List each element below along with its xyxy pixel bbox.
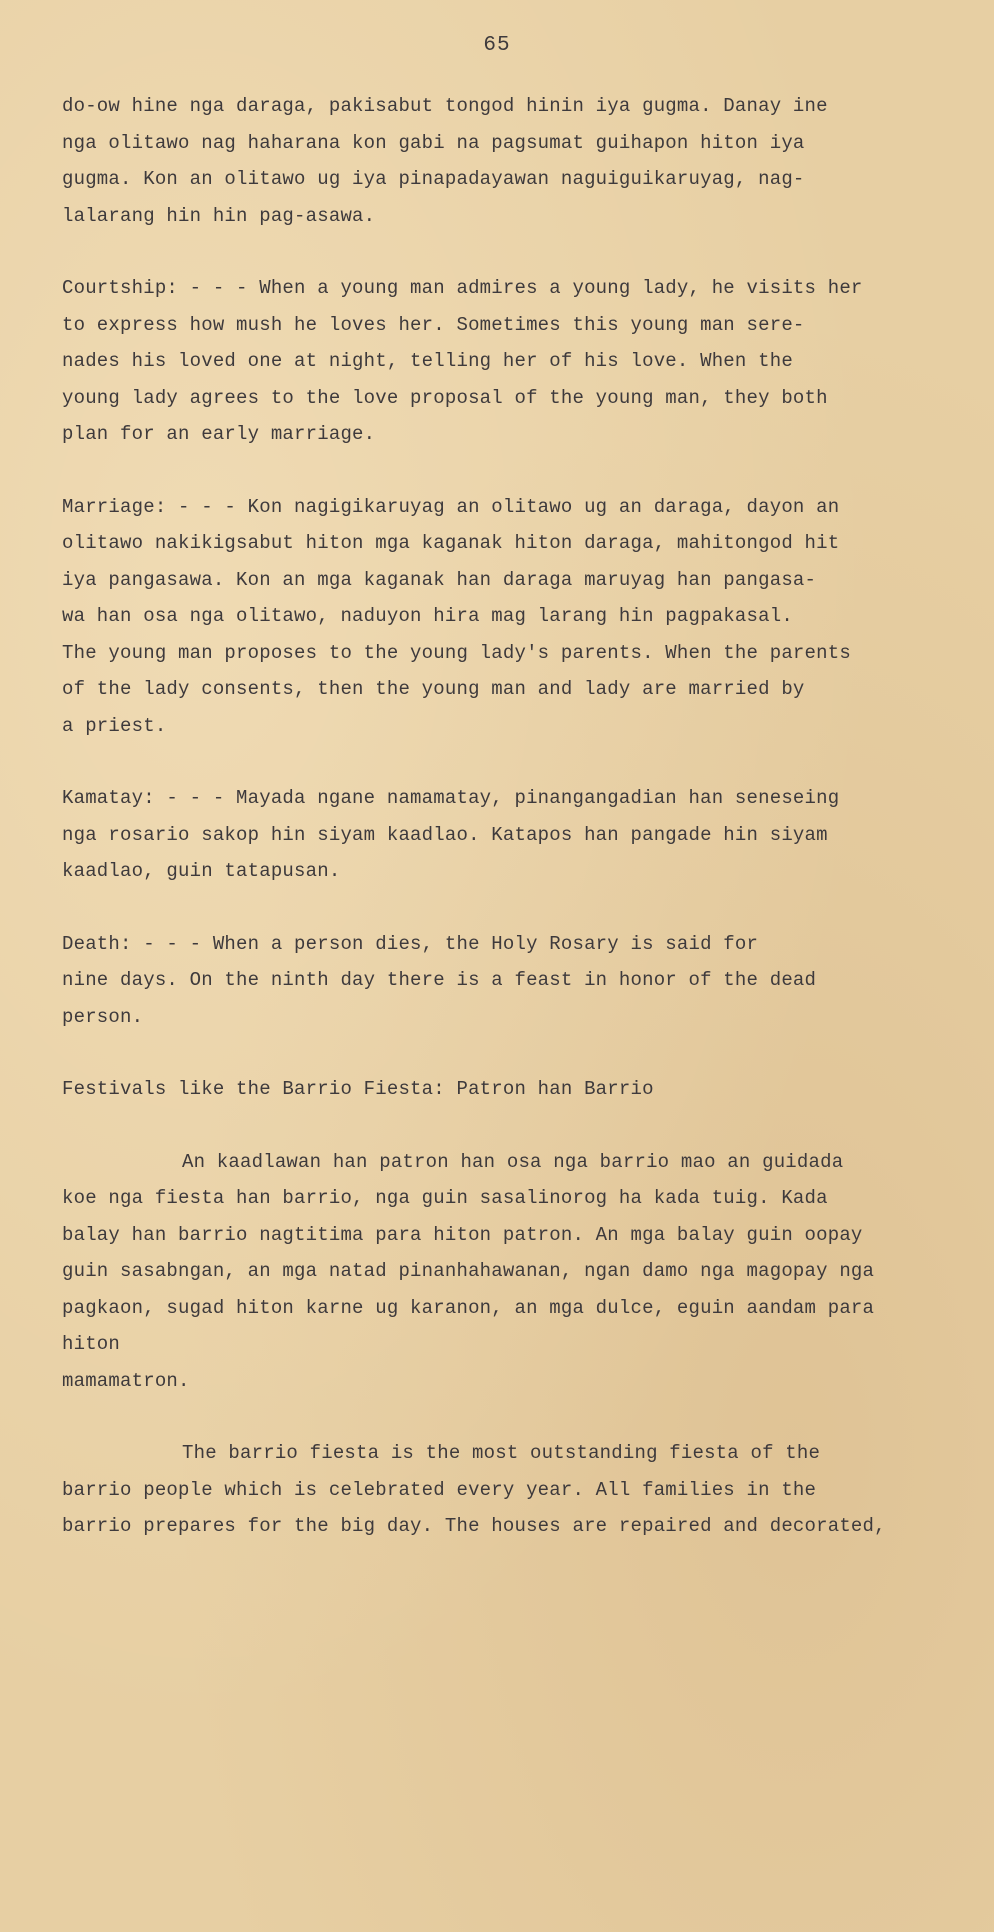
paragraph-gap bbox=[62, 1035, 942, 1071]
paragraph-gap bbox=[62, 744, 942, 780]
paragraph-marriage: Marriage: - - - Kon nagigikaruyag an olitawo ug an daraga, dayon an olitawo nakikigsabut hiton mga kaganak hiton daraga, mahitongod hit iya pangasawa. Kon an mga kaganak han daraga maruyag han pangasa- wa han osa nga olitawo, naduyon hira mag larang hin pagpakasal. The young man proposes to the young lady's parents. When the parents of the lady consents, then the young man and lady are married by a priest. bbox=[62, 495, 851, 737]
paragraph-gap bbox=[62, 1399, 942, 1435]
paragraph-gap bbox=[62, 890, 942, 926]
section-heading-festivals: Festivals like the Barrio Fiesta: Patron han Barrio bbox=[62, 1078, 654, 1100]
paragraph-kamatay: Kamatay: - - - Mayada ngane namamatay, pinangangadian han seneseing nga rosario sakop hin siyam kaadlao. Katapos han pangade hin siyam kaadlao, guin tatapusan. bbox=[62, 787, 840, 882]
paragraph-courtship-waray-continuation: do-ow hine nga daraga, pakisabut tongod hinin iya gugma. Danay ine nga olitawo nag haharana kon gabi na pagsumat guihapon hiton iya gugma. Kon an olitawo ug iya pinapadayawan naguiguikaruyag, nag- lalarang hin hin pag-asawa. bbox=[62, 95, 828, 227]
document-body bbox=[62, 88, 942, 1545]
paragraph-gap bbox=[62, 453, 942, 489]
paragraph-courtship-english: Courtship: - - - When a young man admires a young lady, he visits her to express how mush he loves her. Sometimes this young man sere- nades his loved one at night, telling her of his love. When the young lady agrees to the love proposal of the young man, they both plan for an early marriage. bbox=[62, 277, 863, 445]
paragraph-death: Death: - - - When a person dies, the Holy Rosary is said for nine days. On the ninth day there is a feast in honor of the dead person. bbox=[62, 932, 817, 1028]
paragraph-gap bbox=[62, 234, 942, 270]
paragraph-gap bbox=[62, 1108, 942, 1144]
paragraph-fiesta-english: The barrio fiesta is the most outstanding fiesta of the barrio people which is celebrated every year. All families in the barrio prepares for the big day. The houses are repaired and decorated, bbox=[62, 1442, 886, 1537]
page-number: 65 bbox=[483, 34, 511, 57]
paragraph-fiesta-waray: An kaadlawan han patron han osa nga barrio mao an guidada koe nga fiesta han barrio, nga guin sasalinorog ha kada tuig. Kada balay han barrio nagtitima para hiton patron. An mga balay guin oopay guin sasabngan, an mga natad pinanhahawanan, ngan damo nga magopay nga pagkaon, sugad hiton karne ug karanon, an mga dulce, eguin aandam para hiton mamamatron. bbox=[62, 1150, 875, 1392]
